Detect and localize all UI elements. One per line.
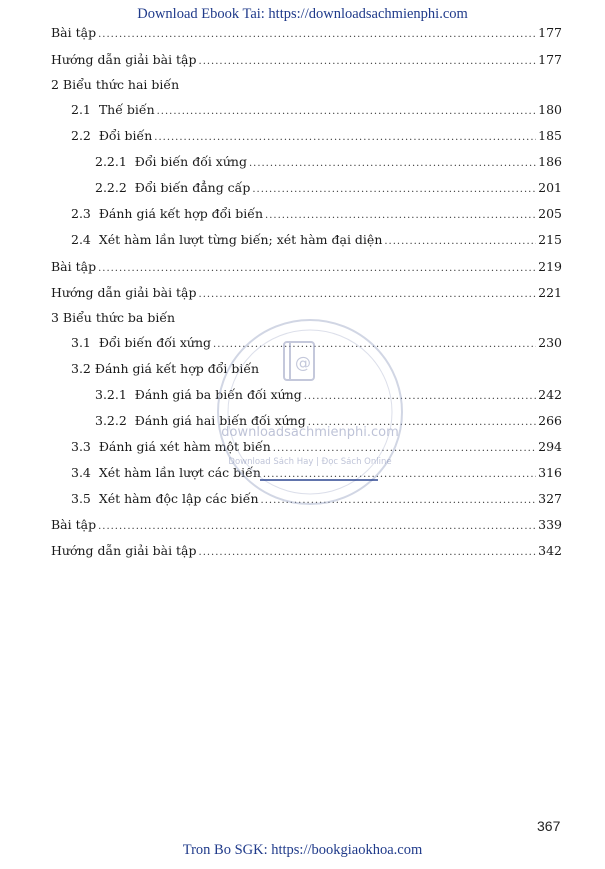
toc-entry-number: 3.2.1	[95, 387, 135, 402]
toc-entry-number: 3.4	[71, 465, 99, 480]
toc-entry[interactable]	[95, 179, 562, 197]
toc-entry[interactable]	[95, 412, 562, 430]
toc-entry-page: 215	[538, 232, 562, 247]
toc-entry-title: Bài tập	[51, 25, 97, 40]
toc-entry[interactable]	[71, 334, 562, 352]
toc-entry-page: 177	[538, 25, 562, 40]
toc-entry[interactable]	[71, 205, 562, 223]
toc-entry-title: Bài tập	[51, 517, 97, 532]
toc-entry-page: 242	[538, 387, 562, 402]
toc-entry-page: 177	[538, 52, 562, 67]
toc-entry-page: 186	[538, 154, 562, 169]
toc-entry-title: Đánh giá kết hợp đổi biến	[98, 206, 264, 221]
toc-entry-title: Đánh giá ba biến đối xứng	[134, 387, 302, 402]
dot-leader	[384, 233, 536, 251]
toc-entry-number: 2.4	[71, 232, 99, 247]
toc-entry-number: 2.3	[71, 206, 99, 221]
watermark-tagline: Download Sách Hay | Đọc Sách Online	[228, 457, 392, 467]
toc-entry[interactable]	[95, 153, 562, 171]
toc-entry-title: Xét hàm độc lập các biến	[98, 491, 259, 506]
toc-entry[interactable]	[71, 101, 562, 119]
dot-leader	[98, 260, 536, 278]
header-download-banner[interactable]: Download Ebook Tai: https://downloadsachmienphi.com	[137, 6, 468, 22]
footer-sgk-banner[interactable]: Tron Bo SGK: https://bookgiaokhoa.com	[182, 842, 423, 858]
svg-text:@: @	[295, 353, 311, 372]
dot-leader	[98, 518, 536, 536]
toc-entry-title: Đánh giá xét hàm một biến	[98, 439, 271, 454]
toc-entry-page: 185	[538, 128, 562, 143]
dot-leader	[199, 544, 537, 562]
dot-leader	[98, 26, 536, 44]
toc-entry-title: Xét hàm lần lượt từng biến; xét hàm đại diện	[98, 232, 383, 247]
toc-entry-number: 3.1	[71, 335, 99, 350]
toc-entry-page: 180	[538, 102, 562, 117]
toc-entry-number: 3.2.2	[95, 413, 135, 428]
toc-entry-title: Thế biến	[98, 102, 155, 117]
toc-entry-number: 3.5	[71, 491, 99, 506]
toc-entry-page: 205	[538, 206, 562, 221]
toc-chapter-heading[interactable]: 2 Biểu thức hai biến	[51, 77, 180, 92]
toc-entry[interactable]	[95, 386, 562, 404]
toc-entry[interactable]	[71, 127, 562, 145]
toc-entry-title: Đổi biến đẳng cấp	[134, 180, 251, 195]
toc-entry-page: 339	[538, 517, 562, 532]
toc-entry[interactable]	[51, 284, 562, 302]
toc-entry-title: Hướng dẫn giải bài tập	[51, 52, 197, 67]
dot-leader	[261, 492, 537, 510]
dot-leader	[213, 336, 536, 354]
dot-leader	[308, 414, 536, 432]
toc-entry-title: Đánh giá hai biến đối xứng	[134, 413, 306, 428]
toc-entry[interactable]	[71, 438, 562, 456]
toc-entry-number: 2.2	[71, 128, 99, 143]
toc-entry-title: Bài tập	[51, 259, 97, 274]
dot-leader	[265, 207, 536, 225]
dot-leader	[249, 155, 536, 173]
toc-chapter-heading[interactable]: 3 Biểu thức ba biến	[51, 310, 176, 325]
toc-entry-title: Hướng dẫn giải bài tập	[51, 543, 197, 558]
toc-entry-page: 201	[538, 180, 562, 195]
toc-entry[interactable]	[51, 24, 562, 42]
toc-entry-title: Đổi biến đối xứng	[98, 335, 212, 350]
watermark-site-text: downloadsachmienphi.com	[221, 425, 399, 440]
dot-leader	[154, 129, 536, 147]
dot-leader	[304, 388, 536, 406]
toc-entry-title: Đổi biến	[98, 128, 153, 143]
toc-entry[interactable]	[71, 490, 562, 508]
dot-leader	[157, 103, 537, 121]
toc-entry-page: 266	[538, 413, 562, 428]
toc-entry-number: 2.1	[71, 102, 99, 117]
toc-entry-number: 2.2.2	[95, 180, 135, 195]
toc-section-heading[interactable]: 3.2 Đánh giá kết hợp đổi biến	[71, 361, 260, 376]
toc-entry-number: 3.3	[71, 439, 99, 454]
toc-entry-title: Hướng dẫn giải bài tập	[51, 285, 197, 300]
toc-entry-page: 327	[538, 491, 562, 506]
toc-entry[interactable]	[51, 51, 562, 69]
page-number: 367	[537, 818, 561, 834]
toc-entry-page: 342	[538, 543, 562, 558]
toc-entry[interactable]	[51, 258, 562, 276]
toc-entry[interactable]	[71, 231, 562, 249]
toc-entry-title: Xét hàm lần lượt các biến	[98, 465, 261, 480]
toc-entry[interactable]	[71, 464, 562, 482]
toc-entry[interactable]	[51, 542, 562, 560]
dot-leader	[273, 440, 536, 458]
toc-entry-page: 221	[538, 285, 562, 300]
toc-entry-number: 2.2.1	[95, 154, 135, 169]
toc-entry-page: 316	[538, 465, 562, 480]
toc-entry[interactable]	[51, 516, 562, 534]
toc-entry-page: 219	[538, 259, 562, 274]
dot-leader	[252, 181, 536, 199]
toc-entry-title: Đổi biến đối xứng	[134, 154, 247, 169]
toc-entry-page: 230	[538, 335, 562, 350]
dot-leader	[263, 466, 536, 484]
dot-leader	[199, 286, 537, 304]
dot-leader	[199, 53, 537, 71]
toc-entry-page: 294	[538, 439, 562, 454]
